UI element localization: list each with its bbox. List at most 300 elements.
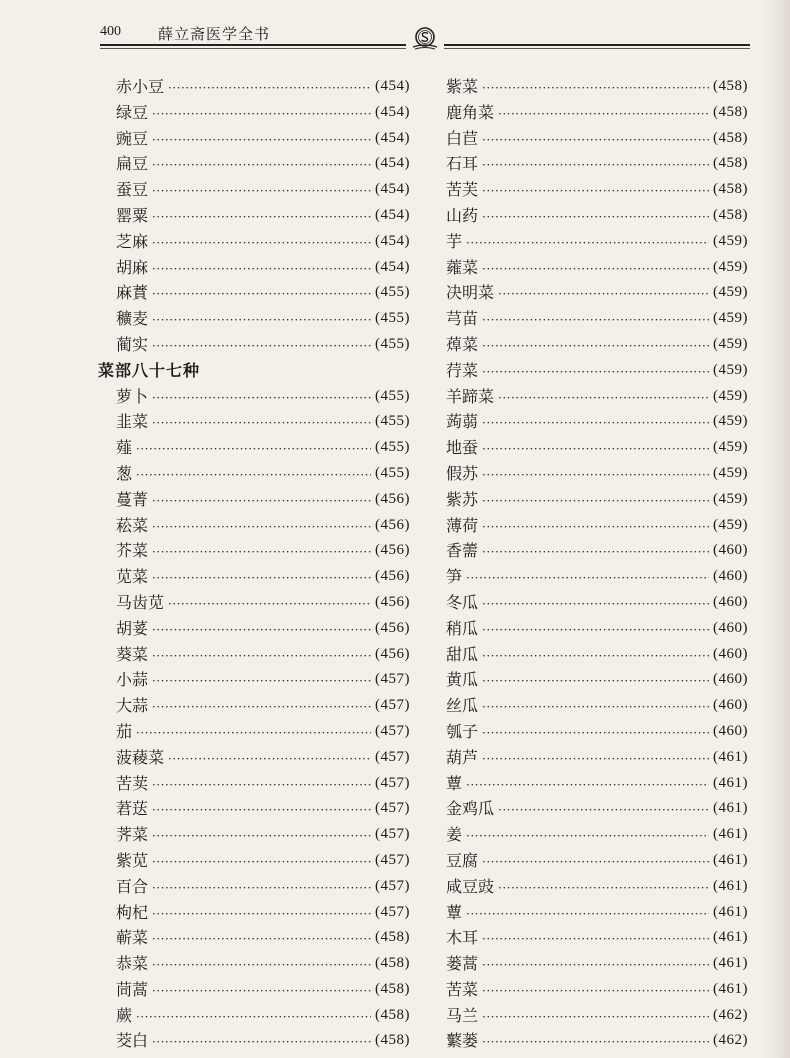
toc-entry-page: (459) bbox=[713, 413, 748, 430]
toc-entry-page: (459) bbox=[713, 284, 748, 301]
toc-entry-page: (459) bbox=[713, 232, 748, 249]
dot-leader bbox=[466, 900, 709, 926]
toc-entry-page: (458) bbox=[713, 155, 748, 172]
toc-entry-page: (459) bbox=[713, 516, 748, 533]
toc-entry-name: 紫苋 bbox=[116, 850, 149, 870]
dot-leader bbox=[136, 461, 371, 487]
toc-entry-name: 萝卜 bbox=[116, 386, 149, 406]
toc-entry-name: 穬麦 bbox=[116, 309, 149, 329]
dot-leader bbox=[152, 100, 371, 126]
dot-leader bbox=[498, 100, 709, 126]
toc-entry-name: 丝瓜 bbox=[446, 696, 479, 716]
toc-entry-page: (458) bbox=[713, 181, 748, 198]
dot-leader bbox=[482, 203, 709, 229]
toc-entry-page: (454) bbox=[375, 181, 410, 198]
toc-entry bbox=[98, 951, 410, 977]
dot-leader bbox=[152, 203, 371, 229]
toc-entry-name: 芋 bbox=[446, 231, 463, 251]
toc-entry-name: 稍瓜 bbox=[446, 618, 479, 638]
dot-leader bbox=[152, 616, 371, 642]
toc-entry bbox=[98, 796, 410, 822]
toc-entry-name: 蔊菜 bbox=[446, 334, 479, 354]
toc-entry-name: 蕨 bbox=[116, 1005, 133, 1025]
toc-entry-page: (454) bbox=[375, 78, 410, 94]
toc-entry bbox=[446, 616, 748, 642]
dot-leader bbox=[498, 280, 709, 306]
toc-entry bbox=[446, 151, 748, 177]
toc-entry bbox=[98, 564, 410, 590]
dot-leader bbox=[152, 925, 371, 951]
toc-entry-page: (461) bbox=[713, 748, 748, 765]
toc-entry bbox=[446, 745, 748, 771]
toc-entry bbox=[446, 126, 748, 152]
dot-leader bbox=[482, 745, 709, 771]
toc-entry bbox=[446, 203, 748, 229]
toc-entry-page: (456) bbox=[375, 568, 410, 585]
toc-entry bbox=[98, 1003, 410, 1029]
toc-entry-name: 姜 bbox=[446, 825, 463, 845]
toc-entry-name: 香薷 bbox=[446, 541, 479, 561]
toc-entry-name: 大蒜 bbox=[116, 696, 149, 716]
dot-leader bbox=[152, 384, 371, 410]
toc-entry-page: (456) bbox=[375, 542, 410, 559]
dot-leader bbox=[482, 126, 709, 152]
toc-entry-name: 决明菜 bbox=[446, 283, 495, 303]
toc-entry bbox=[446, 358, 748, 384]
dot-leader bbox=[498, 796, 709, 822]
dot-leader bbox=[482, 332, 709, 358]
dot-leader bbox=[466, 564, 709, 590]
dot-leader bbox=[482, 435, 709, 461]
dot-leader bbox=[152, 900, 371, 926]
dot-leader bbox=[482, 513, 709, 539]
toc-entry-name: 咸豆豉 bbox=[446, 876, 495, 896]
toc-entry bbox=[446, 1003, 748, 1029]
dot-leader bbox=[482, 642, 709, 668]
toc-entry-name: 胡麻 bbox=[116, 257, 149, 277]
toc-entry bbox=[446, 306, 748, 332]
toc-entry-page: (458) bbox=[713, 206, 748, 223]
toc-entry-page: (462) bbox=[713, 1006, 748, 1023]
toc-entry bbox=[446, 255, 748, 281]
toc-entry bbox=[446, 538, 748, 564]
toc-entry bbox=[446, 667, 748, 693]
toc-entry-name: 枸杞 bbox=[116, 902, 149, 922]
toc-entry-page: (461) bbox=[713, 955, 748, 972]
toc-entry bbox=[446, 384, 748, 410]
dot-leader bbox=[482, 461, 709, 487]
toc-entry bbox=[446, 719, 748, 745]
dot-leader bbox=[482, 255, 709, 281]
toc-entry-name: 蒌蒿 bbox=[446, 954, 479, 974]
toc-entry bbox=[98, 306, 410, 332]
toc-entry bbox=[98, 693, 410, 719]
toc-entry-page: (460) bbox=[713, 568, 748, 585]
toc-entry bbox=[446, 848, 748, 874]
dot-leader bbox=[482, 487, 709, 513]
toc-entry bbox=[446, 951, 748, 977]
toc-entry-page: (458) bbox=[713, 103, 748, 120]
dot-leader bbox=[152, 977, 371, 1003]
toc-entry bbox=[98, 409, 410, 435]
dot-leader bbox=[168, 745, 371, 771]
toc-entry bbox=[446, 487, 748, 513]
dot-leader bbox=[466, 822, 709, 848]
toc-entry bbox=[446, 977, 748, 1003]
section-heading: 菜部八十七种 bbox=[98, 360, 201, 380]
toc-entry-name: 茄 bbox=[116, 721, 133, 741]
toc-entry bbox=[446, 461, 748, 487]
toc-entry-page: (458) bbox=[375, 980, 410, 997]
toc-entry-page: (454) bbox=[375, 103, 410, 120]
toc-column-left bbox=[98, 74, 410, 1054]
toc-entry bbox=[98, 719, 410, 745]
toc-entry-name: 茭白 bbox=[116, 1031, 149, 1051]
toc-entry bbox=[446, 900, 748, 926]
toc-entry-name: 葱 bbox=[116, 463, 133, 483]
dot-leader bbox=[152, 513, 371, 539]
toc-entry-page: (462) bbox=[713, 1032, 748, 1049]
toc-entry-name: 蕹菜 bbox=[446, 257, 479, 277]
dot-leader bbox=[152, 667, 371, 693]
toc-entry bbox=[446, 280, 748, 306]
toc-entry-page: (457) bbox=[375, 903, 410, 920]
toc-entry-page: (457) bbox=[375, 800, 410, 817]
toc-entry-name: 山药 bbox=[446, 205, 479, 225]
toc-entry-name: 鹿角菜 bbox=[446, 102, 495, 122]
toc-entry-name: 瓠子 bbox=[446, 721, 479, 741]
toc-entry bbox=[98, 822, 410, 848]
toc-entry-page: (454) bbox=[375, 155, 410, 172]
toc-entry-page: (458) bbox=[375, 1032, 410, 1049]
toc-entry-name: 茼蒿 bbox=[116, 979, 149, 999]
toc-entry-page: (457) bbox=[375, 748, 410, 765]
dot-leader bbox=[482, 925, 709, 951]
toc-entry-page: (460) bbox=[713, 542, 748, 559]
toc-entry-page: (457) bbox=[375, 826, 410, 843]
toc-entry-page: (458) bbox=[375, 1006, 410, 1023]
toc-entry-name: 假苏 bbox=[446, 463, 479, 483]
toc-entry bbox=[98, 977, 410, 1003]
toc-entry bbox=[446, 513, 748, 539]
toc-entry-name: 木耳 bbox=[446, 928, 479, 948]
toc-entry-page: (457) bbox=[375, 671, 410, 688]
toc-entry bbox=[446, 874, 748, 900]
toc-entry-page: (459) bbox=[713, 439, 748, 456]
toc-entry-page: (457) bbox=[375, 877, 410, 894]
header-rule-right bbox=[444, 44, 750, 46]
toc-entry-page: (457) bbox=[375, 697, 410, 714]
toc-entry-page: (459) bbox=[713, 361, 748, 378]
toc-entry bbox=[98, 255, 410, 281]
toc-entry bbox=[446, 590, 748, 616]
toc-entry-name: 麻蕡 bbox=[116, 283, 149, 303]
toc-entry-page: (454) bbox=[375, 232, 410, 249]
dot-leader bbox=[482, 177, 709, 203]
toc-entry bbox=[98, 538, 410, 564]
toc-entry-name: 笋 bbox=[446, 567, 463, 587]
dot-leader bbox=[136, 1003, 371, 1029]
toc-entry bbox=[446, 796, 748, 822]
toc-entry-page: (457) bbox=[375, 722, 410, 739]
toc-entry-page: (458) bbox=[375, 955, 410, 972]
page-number: 400 bbox=[100, 24, 121, 39]
toc-entry-page: (461) bbox=[713, 929, 748, 946]
toc-entry bbox=[98, 667, 410, 693]
toc-entry bbox=[98, 1028, 410, 1054]
dot-leader bbox=[152, 564, 371, 590]
dot-leader bbox=[152, 848, 371, 874]
toc-entry-name: 菠薐菜 bbox=[116, 747, 165, 767]
toc-entry bbox=[98, 435, 410, 461]
toc-entry-name: 芝麻 bbox=[116, 231, 149, 251]
toc-entry-name: 葵菜 bbox=[116, 644, 149, 664]
toc-entry-page: (459) bbox=[713, 335, 748, 352]
dot-leader bbox=[152, 693, 371, 719]
toc-entry-page: (461) bbox=[713, 774, 748, 791]
dot-leader bbox=[482, 151, 709, 177]
toc-entry-page: (460) bbox=[713, 645, 748, 662]
toc-entry bbox=[98, 874, 410, 900]
toc-entry bbox=[446, 642, 748, 668]
toc-entry-name: 豆腐 bbox=[446, 850, 479, 870]
dot-leader bbox=[168, 590, 371, 616]
dot-leader bbox=[482, 1028, 709, 1054]
toc-entry bbox=[98, 771, 410, 797]
toc-entry bbox=[98, 848, 410, 874]
dot-leader bbox=[482, 693, 709, 719]
toc-entry-name: 苦菜 bbox=[446, 979, 479, 999]
toc-entry-name: 绿豆 bbox=[116, 102, 149, 122]
toc-entry-page: (460) bbox=[713, 671, 748, 688]
dot-leader bbox=[482, 538, 709, 564]
dot-leader bbox=[482, 409, 709, 435]
toc-entry-name: 蕲菜 bbox=[116, 928, 149, 948]
dot-leader bbox=[152, 796, 371, 822]
toc-entry-name: 蘩蒌 bbox=[446, 1031, 479, 1051]
toc-entry-name: 莙荙 bbox=[116, 799, 149, 819]
toc-entry-page: (456) bbox=[375, 516, 410, 533]
toc-entry-name: 苦芙 bbox=[446, 180, 479, 200]
toc-entry-name: 马齿苋 bbox=[116, 592, 165, 612]
dot-leader bbox=[152, 280, 371, 306]
toc-entry-page: (459) bbox=[713, 490, 748, 507]
toc-entry-page: (461) bbox=[713, 826, 748, 843]
toc-entry-page: (456) bbox=[375, 593, 410, 610]
toc-entry-name: 蒟蒻 bbox=[446, 412, 479, 432]
toc-entry bbox=[98, 151, 410, 177]
toc-entry-page: (454) bbox=[375, 206, 410, 223]
toc-entry bbox=[98, 642, 410, 668]
toc-entry-name: 小蒜 bbox=[116, 670, 149, 690]
toc-entry-name: 紫菜 bbox=[446, 77, 479, 96]
toc-entry bbox=[446, 332, 748, 358]
toc-entry bbox=[98, 100, 410, 126]
toc-entry bbox=[98, 126, 410, 152]
toc-entry bbox=[446, 409, 748, 435]
toc-entry-page: (460) bbox=[713, 619, 748, 636]
toc-entry-page: (456) bbox=[375, 490, 410, 507]
toc-entry bbox=[446, 693, 748, 719]
toc-entry-name: 胡荽 bbox=[116, 618, 149, 638]
toc-entry bbox=[98, 461, 410, 487]
dot-leader bbox=[152, 177, 371, 203]
dot-leader bbox=[152, 538, 371, 564]
toc-entry-page: (459) bbox=[713, 258, 748, 275]
dot-leader bbox=[152, 255, 371, 281]
toc-entry bbox=[446, 74, 748, 100]
toc-entry bbox=[446, 564, 748, 590]
toc-entry bbox=[98, 745, 410, 771]
toc-entry-name: 薤 bbox=[116, 438, 133, 458]
toc-entry-page: (458) bbox=[375, 929, 410, 946]
toc-entry bbox=[446, 925, 748, 951]
toc-entry bbox=[98, 487, 410, 513]
dot-leader bbox=[152, 332, 371, 358]
toc-entry-page: (457) bbox=[375, 774, 410, 791]
toc-entry-page: (455) bbox=[375, 310, 410, 327]
toc-entry-name: 苋菜 bbox=[116, 567, 149, 587]
toc-entry-name: 荇菜 bbox=[446, 360, 479, 380]
toc-entry-name: 石耳 bbox=[446, 154, 479, 174]
toc-entry-page: (455) bbox=[375, 335, 410, 352]
toc-entry bbox=[98, 900, 410, 926]
dot-leader bbox=[152, 306, 371, 332]
dot-leader bbox=[152, 822, 371, 848]
dot-leader bbox=[482, 848, 709, 874]
toc-entry-page: (455) bbox=[375, 413, 410, 430]
toc-entry bbox=[98, 74, 410, 100]
toc-entry-page: (461) bbox=[713, 980, 748, 997]
toc-entry bbox=[446, 229, 748, 255]
toc-entry-page: (454) bbox=[375, 129, 410, 146]
toc-entry-page: (459) bbox=[713, 310, 748, 327]
toc-entry bbox=[446, 822, 748, 848]
dot-leader bbox=[482, 306, 709, 332]
toc-entry bbox=[446, 435, 748, 461]
toc-entry bbox=[446, 100, 748, 126]
toc-entry-name: 蚕豆 bbox=[116, 180, 149, 200]
toc-entry-page: (454) bbox=[375, 258, 410, 275]
toc-entry-name: 葫芦 bbox=[446, 747, 479, 767]
publisher-logo-icon bbox=[410, 26, 440, 50]
toc-entry-name: 黄瓜 bbox=[446, 670, 479, 690]
running-header bbox=[100, 22, 750, 48]
dot-leader bbox=[152, 1028, 371, 1054]
toc-entry bbox=[98, 177, 410, 203]
toc-entry-name: 豌豆 bbox=[116, 128, 149, 148]
book-title: 薛立斋医学全书 bbox=[158, 25, 271, 43]
dot-leader bbox=[136, 435, 371, 461]
dot-leader bbox=[152, 229, 371, 255]
toc-entry-page: (455) bbox=[375, 284, 410, 301]
toc-entry bbox=[98, 925, 410, 951]
toc-entry bbox=[446, 1028, 748, 1054]
toc-entry-name: 白苣 bbox=[446, 128, 479, 148]
toc-entry-name: 芥菜 bbox=[116, 541, 149, 561]
toc-entry-name: 菘菜 bbox=[116, 515, 149, 535]
page-edge-shadow bbox=[762, 0, 790, 1058]
toc-entry-page: (461) bbox=[713, 877, 748, 894]
toc-entry bbox=[98, 229, 410, 255]
toc-entry-page: (457) bbox=[375, 851, 410, 868]
toc-entry bbox=[446, 177, 748, 203]
toc-entry-page: (461) bbox=[713, 903, 748, 920]
toc-entry-page: (456) bbox=[375, 645, 410, 662]
dot-leader bbox=[482, 951, 709, 977]
dot-leader bbox=[482, 358, 709, 384]
toc-entry-name: 蕈 bbox=[446, 773, 463, 793]
dot-leader bbox=[498, 874, 709, 900]
toc-entry-page: (459) bbox=[713, 464, 748, 481]
toc-entry-page: (459) bbox=[713, 387, 748, 404]
toc-entry-name: 恭菜 bbox=[116, 954, 149, 974]
dot-leader bbox=[168, 74, 371, 100]
dot-leader bbox=[466, 771, 709, 797]
toc-entry-page: (456) bbox=[375, 619, 410, 636]
dot-leader bbox=[152, 487, 371, 513]
toc-entry-name: 冬瓜 bbox=[446, 592, 479, 612]
header-rule-left bbox=[100, 44, 406, 46]
toc-entry bbox=[98, 384, 410, 410]
toc-entry bbox=[98, 280, 410, 306]
toc-entry-page: (455) bbox=[375, 464, 410, 481]
toc-entry bbox=[98, 203, 410, 229]
toc-entry-name: 甜瓜 bbox=[446, 644, 479, 664]
toc-entry-page: (458) bbox=[713, 78, 748, 94]
toc-entry-page: (461) bbox=[713, 851, 748, 868]
toc-entry-page: (461) bbox=[713, 800, 748, 817]
toc-entry-name: 蔓菁 bbox=[116, 489, 149, 509]
toc-entry-name: 薄荷 bbox=[446, 515, 479, 535]
dot-leader bbox=[152, 126, 371, 152]
dot-leader bbox=[152, 874, 371, 900]
dot-leader bbox=[482, 590, 709, 616]
toc-entry-name: 百合 bbox=[116, 876, 149, 896]
dot-leader bbox=[482, 667, 709, 693]
toc-entry-name: 地蚕 bbox=[446, 438, 479, 458]
toc-entry bbox=[446, 771, 748, 797]
toc-entry-name: 蔺实 bbox=[116, 334, 149, 354]
dot-leader bbox=[136, 719, 371, 745]
toc-entry-page: (460) bbox=[713, 593, 748, 610]
toc-entry bbox=[98, 590, 410, 616]
toc-entry-name: 苦荬 bbox=[116, 773, 149, 793]
toc-entry-name: 芎苗 bbox=[446, 309, 479, 329]
toc-entry-page: (460) bbox=[713, 722, 748, 739]
toc-entry-name: 紫苏 bbox=[446, 489, 479, 509]
dot-leader bbox=[152, 642, 371, 668]
toc-entry bbox=[98, 616, 410, 642]
toc-entry bbox=[98, 332, 410, 358]
toc-entry-name: 扁豆 bbox=[116, 154, 149, 174]
toc-entry-name: 蕈 bbox=[446, 902, 463, 922]
dot-leader bbox=[152, 951, 371, 977]
dot-leader bbox=[152, 771, 371, 797]
toc-entry-name: 金鸡瓜 bbox=[446, 799, 495, 819]
toc-entry-page: (455) bbox=[375, 439, 410, 456]
dot-leader bbox=[498, 384, 709, 410]
toc-entry-page: (460) bbox=[713, 697, 748, 714]
toc-entry-name: 韭菜 bbox=[116, 412, 149, 432]
dot-leader bbox=[482, 719, 709, 745]
toc-entry-page: (455) bbox=[375, 387, 410, 404]
toc-entry-name: 赤小豆 bbox=[116, 77, 165, 96]
dot-leader bbox=[482, 1003, 709, 1029]
dot-leader bbox=[482, 616, 709, 642]
dot-leader bbox=[152, 409, 371, 435]
toc-entry-name: 羊蹄菜 bbox=[446, 386, 495, 406]
